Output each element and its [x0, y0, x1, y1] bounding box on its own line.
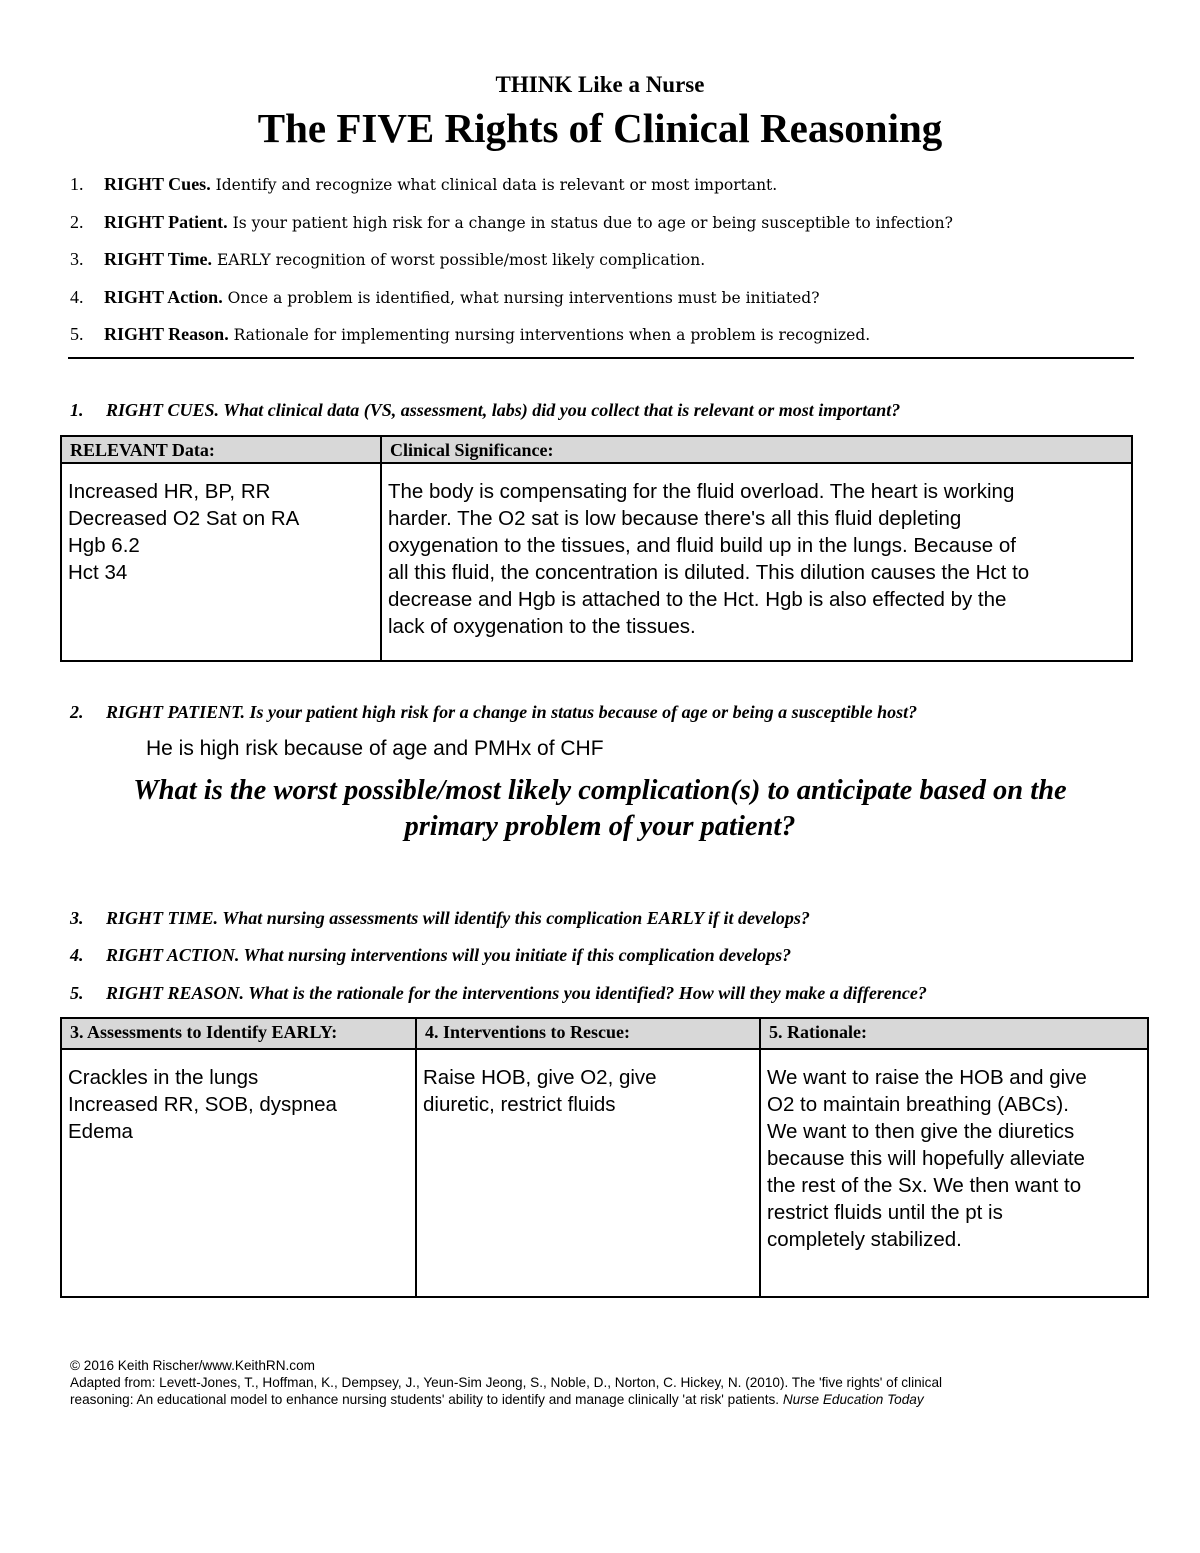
- complication-line: What is the worst possible/most likely complication(s) to anticipate based on the: [133, 775, 1067, 806]
- copyright: © 2016 Keith Rischer/www.KeithRN.com: [70, 1358, 315, 1373]
- rationale-cell[interactable]: [760, 1049, 1148, 1297]
- time-question: [70, 908, 1150, 929]
- question-text: RIGHT REASON. What is the rationale for the interventions you identified? How will they make a difference?: [106, 983, 927, 1003]
- rationale-line: because this will hopefully alleviate: [767, 1147, 1085, 1170]
- complication-line: primary problem of your patient?: [404, 811, 796, 842]
- assessments-cell[interactable]: [61, 1049, 416, 1297]
- significance-line: all this fluid, the concentration is diluted. This dilution causes the Hct to: [388, 561, 1030, 584]
- citation: Adapted from: Levett-Jones, T., Hoffman, K., Dempsey, J., Yeun-Sim Jeong, S., Noble, D., Norton, C. Hickey, N. (2010). The 'five rights' of clinical: [70, 1375, 943, 1390]
- relevant-data-line: Hgb 6.2: [68, 534, 140, 557]
- item-number: 5.: [70, 324, 84, 344]
- list-item: [70, 247, 1140, 285]
- supertitle: THINK Like a Nurse: [495, 72, 705, 97]
- item-text: Identify and recognize what clinical data is relevant or most important.: [215, 176, 778, 194]
- list-item: [70, 322, 1140, 360]
- significance-line: harder. The O2 sat is low because there's all this fluid depleting: [388, 507, 962, 530]
- question-number: 5.: [70, 983, 84, 1003]
- relevant-data-line: Hct 34: [68, 561, 128, 584]
- item-lead: RIGHT Cues.: [104, 174, 211, 194]
- item-lead: RIGHT Patient.: [104, 211, 228, 232]
- clinical-significance-cell[interactable]: [381, 463, 1132, 661]
- question-text: RIGHT TIME. What nursing assessments will identify this complication EARLY if it develops?: [106, 908, 810, 928]
- patient-question: [70, 702, 1150, 723]
- five-rights-list: [70, 172, 1140, 360]
- footer: [70, 1357, 1160, 1408]
- col-header-assessments: 3. Assessments to Identify EARLY:: [61, 1018, 416, 1049]
- intervention-line: diuretic, restrict fluids: [423, 1093, 616, 1116]
- col-header-interventions: 4. Interventions to Rescue:: [416, 1018, 760, 1049]
- complication-heading: [60, 773, 1140, 845]
- item-lead: RIGHT Time.: [104, 249, 213, 269]
- col-header-relevant-data: RELEVANT Data:: [61, 436, 381, 463]
- item-number: 2.: [70, 211, 84, 232]
- question-number: 3.: [70, 908, 84, 928]
- rationale-line: We want to raise the HOB and give: [767, 1066, 1087, 1089]
- question-text: RIGHT CUES. What clinical data (VS, assessment, labs) did you collect that is relevant or most important?: [106, 400, 901, 420]
- cues-table: [60, 435, 1133, 662]
- patient-answer[interactable]: He is high risk because of age and PMHx of CHF: [146, 737, 604, 760]
- list-item: [70, 285, 1140, 323]
- significance-line: The body is compensating for the fluid overload. The heart is working: [388, 480, 1015, 503]
- question-number: 4.: [70, 945, 84, 965]
- rationale-line: O2 to maintain breathing (ABCs).: [767, 1093, 1069, 1116]
- list-item: [70, 172, 1140, 210]
- question-number: 2.: [70, 702, 84, 722]
- rationale-line: We want to then give the diuretics: [767, 1120, 1075, 1143]
- citation: reasoning: An educational model to enhance nursing students' ability to identify and manage clinically 'at risk' patients.: [70, 1392, 780, 1407]
- item-number: 4.: [70, 286, 84, 307]
- assessment-line: Increased RR, SOB, dyspnea: [68, 1093, 337, 1116]
- item-text: Is your patient high risk for a change in status due to age or being susceptible to infection?: [232, 213, 953, 232]
- item-number: 3.: [70, 249, 84, 269]
- relevant-data-line: Increased HR, BP, RR: [68, 480, 271, 503]
- journal-name: Nurse Education Today: [782, 1392, 924, 1407]
- item-text: Rationale for implementing nursing interventions when a problem is recognized.: [233, 326, 871, 344]
- relevant-data-line: Decreased O2 Sat on RA: [68, 507, 300, 530]
- col-header-clinical-significance: Clinical Significance:: [381, 436, 1132, 463]
- rationale-line: the rest of the Sx. We then want to: [767, 1174, 1082, 1197]
- assessment-line: Edema: [68, 1120, 133, 1143]
- item-lead: RIGHT Reason.: [104, 324, 229, 344]
- item-text: Once a problem is identified, what nursing interventions must be initiated?: [227, 288, 820, 307]
- significance-line: lack of oxygenation to the tissues.: [388, 615, 696, 638]
- divider: [68, 357, 1134, 359]
- relevant-data-cell[interactable]: [61, 463, 381, 661]
- plan-table: [60, 1017, 1149, 1298]
- interventions-cell[interactable]: [416, 1049, 760, 1297]
- rationale-line: completely stabilized.: [767, 1228, 962, 1251]
- question-number: 1.: [70, 400, 84, 420]
- item-number: 1.: [70, 174, 84, 194]
- cues-question: [70, 400, 1150, 421]
- item-lead: RIGHT Action.: [104, 286, 223, 307]
- question-text: RIGHT PATIENT. Is your patient high risk for a change in status because of age or being a susceptible host?: [106, 702, 918, 722]
- action-question: [70, 945, 1150, 966]
- rationale-line: restrict fluids until the pt is: [767, 1201, 1003, 1224]
- item-text: EARLY recognition of worst possible/most likely complication.: [216, 251, 706, 269]
- list-item: [70, 210, 1140, 248]
- page-title: The FIVE Rights of Clinical Reasoning: [257, 105, 943, 151]
- assessment-line: Crackles in the lungs: [68, 1066, 259, 1089]
- intervention-line: Raise HOB, give O2, give: [423, 1066, 657, 1089]
- question-text: RIGHT ACTION. What nursing interventions will you initiate if this complication develops?: [106, 945, 792, 965]
- significance-line: oxygenation to the tissues, and fluid build up in the lungs. Because of: [388, 534, 1016, 557]
- reason-question: [70, 983, 1150, 1004]
- col-header-rationale: 5. Rationale:: [760, 1018, 1148, 1049]
- significance-line: decrease and Hgb is attached to the Hct. Hgb is also effected by the: [388, 588, 1007, 611]
